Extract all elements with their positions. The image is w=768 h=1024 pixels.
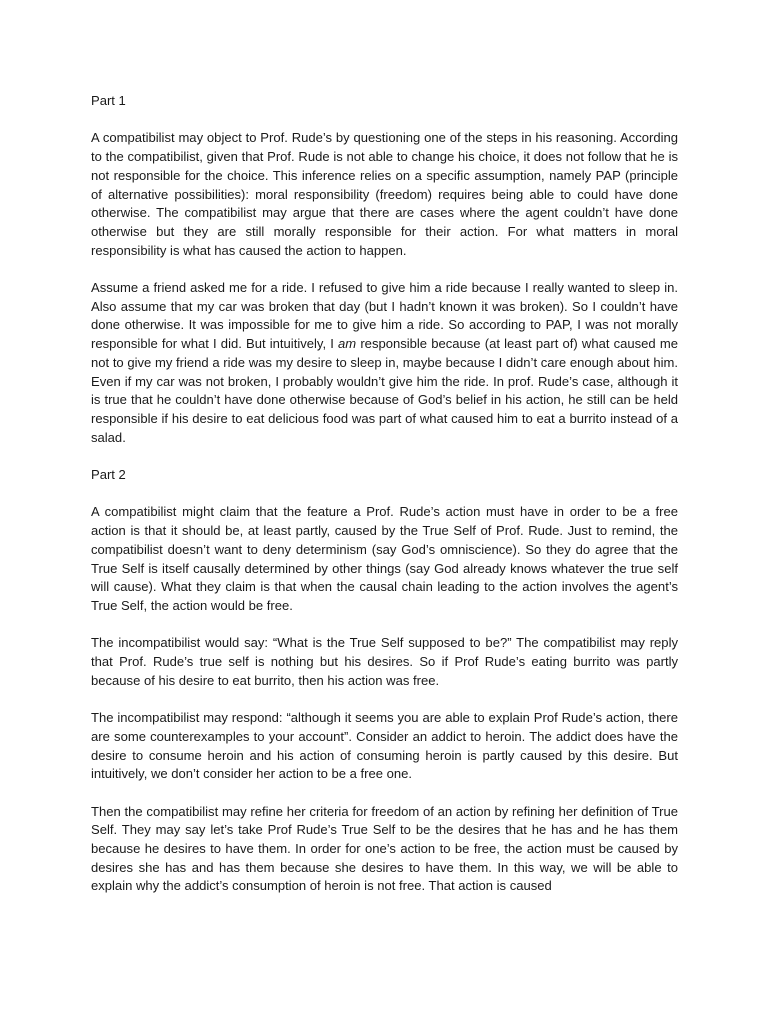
part-2-paragraph-2: The incompatibilist would say: “What is the True Self supposed to be?” The compatibilist may reply that Prof. Rude’s true self is nothing but his desires. So if Prof Rude’s eating burrito was partly because of his desire to eat burrito, then his action was free. <box>91 635 678 688</box>
part-2-paragraph-3: The incompatibilist may respond: “although it seems you are able to explain Prof Rude’s action, there are some counterexamples to your account”. Consider an addict to heroin. The addict does have the desire to consume heroin and his action of consuming heroin is partly caused by this desire. But intuitively, we don’t consider her action to be a free one. <box>91 710 678 782</box>
part-1-paragraph-1: A compatibilist may object to Prof. Rude’s by questioning one of the steps in his reasoning. According to the compatibilist, given that Prof. Rude is not able to change his choice, it does not follow that he is not responsible for the choice. This inference relies on a specific assumption, namely PAP (principle of alternative possibilities): moral responsibility (freedom) requires being able to could have done otherwise. The compatibilist may argue that there are cases where the agent couldn’t have done otherwise but they are still morally responsible for their action. For what matters in moral responsibility is what has caused the action to happen. <box>91 130 678 258</box>
part-1-paragraph-2 <box>91 279 678 447</box>
part-2-heading: Part 2 <box>91 467 126 483</box>
paragraph-text-segment: responsible because (at least part of) what caused me not to give my friend a ride was my desire to sleep in, maybe because I didn’t care enough about him. Even if my car was not broken, I probably wouldn’t give him the ride. In prof. Rude’s case, although it is true that he couldn’t have done otherwise because of God’s belief in his action, he still can be held responsible if his desire to eat delicious food was part of what caused him to eat a burrito instead of a salad. <box>91 336 678 445</box>
part-2-paragraph-4: Then the compatibilist may refine her criteria for freedom of an action by refining her definition of True Self. They may say let’s take Prof Rude’s True Self to be the desires that he has and he has them because he desires to have them. In order for one’s action to be free, the action must be caused by desires she has and has them because she desires to have them. In this way, we will be able to explain why the addict’s consumption of heroin is not free. That action is caused <box>91 803 678 894</box>
part-2-paragraph-1: A compatibilist might claim that the feature a Prof. Rude’s action must have in order to be a free action is that it should be, at least partly, caused by the True Self of Prof. Rude. Just to remind, the compatibilist doesn’t want to deny determinism (say God’s omniscience). So they do agree that the True Self is itself causally determined by other things (say God already knows whatever the true self will cause). What they claim is that when the causal chain leading to the action involves the agent’s True Self, the action would be free. <box>91 504 678 613</box>
emphasis-text: am <box>338 336 357 352</box>
part-1-heading: Part 1 <box>91 93 126 108</box>
document-body <box>91 92 678 915</box>
paragraph-text-segment: Assume a friend asked me for a ride. I refused to give him a ride because I really wanted to sleep in. Also assume that my car was broken that day (but I hadn’t known it was broken). So I couldn’t have done otherwise. It was impossible for me to give him a ride. So according to PAP, I was not morally responsible for what I did. But intuitively, I <box>91 280 678 352</box>
